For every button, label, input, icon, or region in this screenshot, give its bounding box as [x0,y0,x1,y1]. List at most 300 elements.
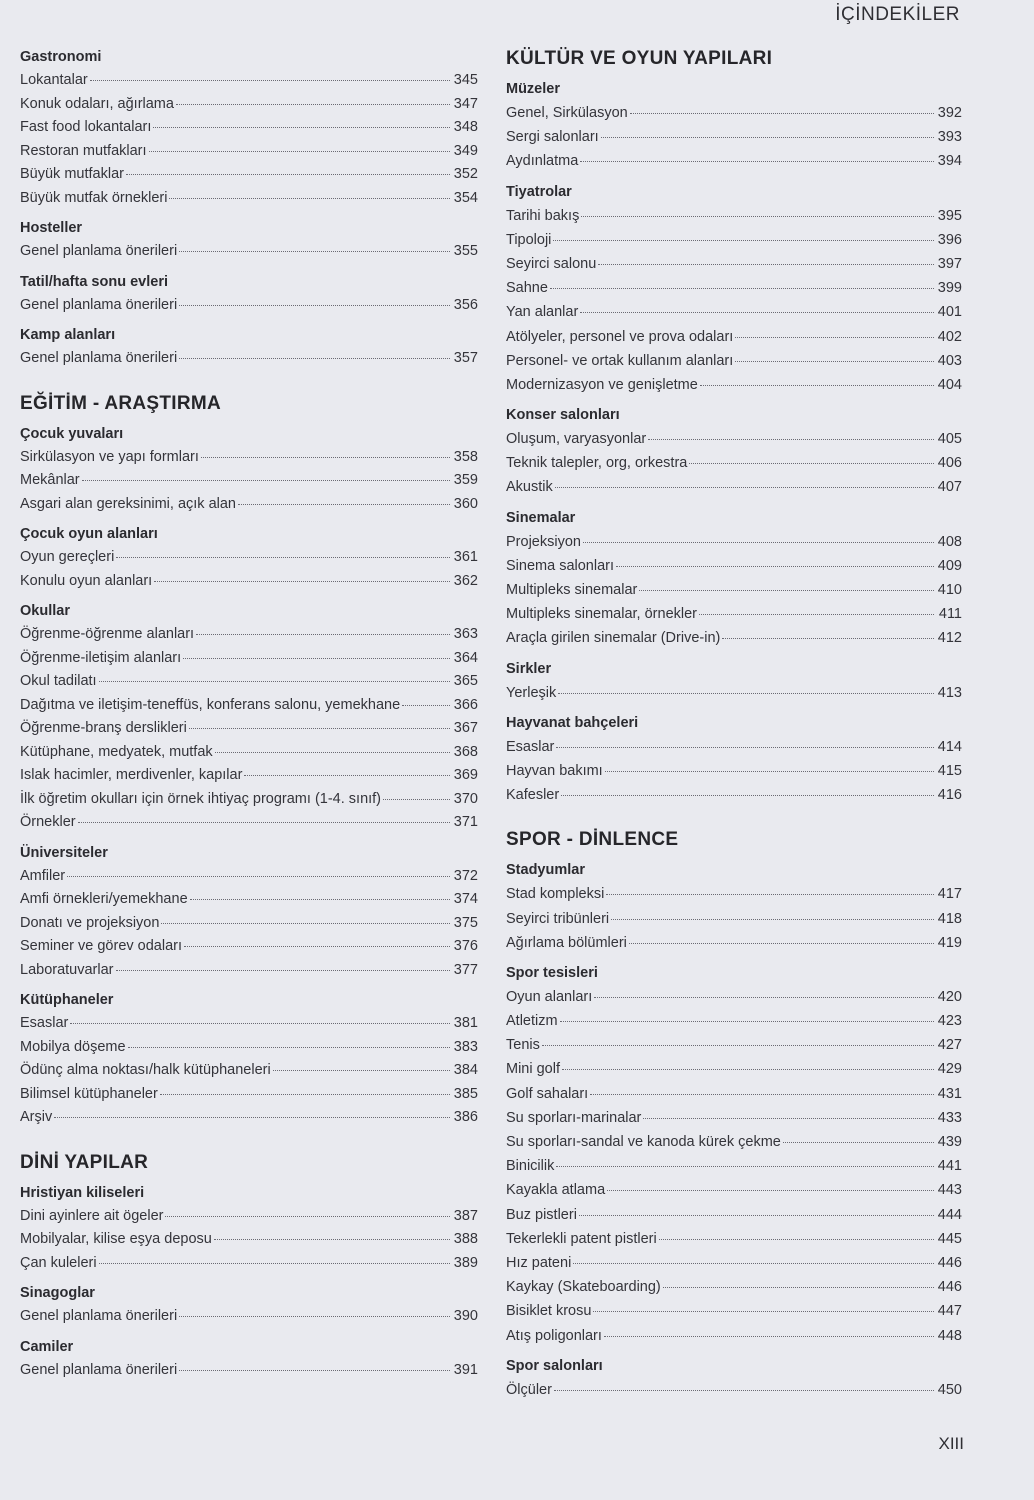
dot-leader [70,1023,450,1024]
entry-label: Binicilik [506,1158,555,1175]
toc-entry [20,116,478,140]
toc-entry [506,1227,962,1251]
entry-page-number: 408 [937,533,962,550]
entry-page-number: 402 [937,328,962,345]
toc-entry [20,888,478,912]
section-title: KÜLTÜR VE OYUN YAPILARI [506,48,773,69]
entry-label: Fast food lokantaları [20,119,152,135]
group-title: Tatil/hafta sonu evleri [20,273,168,290]
entry-label: Laboratuvarlar [20,961,114,978]
toc-section-kultur-ve-oyun-yapilari [506,48,962,807]
entry-page-number: 404 [937,376,962,393]
dot-leader [558,693,934,694]
entry-label: Genel planlama önerileri [20,1361,178,1378]
entry-label: Hız pateni [506,1254,572,1271]
dot-leader [594,997,934,998]
entry-page-number: 417 [937,886,962,903]
dot-leader [184,946,450,947]
group-title: Stadyumlar [506,862,585,879]
entry-label: Oluşum, varyasyonlar [506,431,647,448]
toc-entry [20,469,478,493]
dot-leader [735,337,934,338]
toc-entry [506,626,962,650]
entry-label: Konuk odaları, ağırlama [20,95,174,112]
group-title: Üniversiteler [20,844,108,861]
entry-label: Atış poligonları [506,1327,602,1344]
toc-entry [20,546,478,570]
dot-leader [699,614,934,615]
entry-label: İlk öğretim okulları için örnek ihtiyaç programı (1-4. sınıf) [20,790,382,807]
toc-entry [506,931,962,955]
toc-entry [20,570,478,594]
toc-entry [506,882,962,906]
entry-label: Genel planlama önerileri [20,350,178,366]
toc-entry [20,764,478,788]
entry-label: Golf sahaları [506,1085,589,1102]
entry-label: Ölçüler [506,1381,552,1398]
dot-leader [598,264,934,265]
group-title: Spor salonları [506,1357,603,1374]
toc-entry [506,1033,962,1057]
entry-page-number: 370 [453,790,478,807]
toc-entry [20,647,478,671]
entry-page-number: 394 [937,153,962,170]
toc-group-spor-tesisleri [506,962,962,1348]
entry-page-number: 372 [453,867,478,884]
entry-label: Atletizm [506,1013,558,1030]
toc-section [20,46,478,371]
dot-leader [161,923,450,924]
dot-leader [82,480,450,481]
dot-leader [179,305,450,306]
dot-leader [601,137,934,138]
dot-leader [648,439,934,440]
entry-label: Ödünç alma noktası/halk kütüphaneleri [20,1062,271,1078]
toc-entry [506,1203,962,1227]
dot-leader [238,504,450,505]
toc-entry [506,149,962,173]
toc-entry [506,907,962,931]
group-title: Hosteller [20,220,83,236]
group-title: Kamp alanları [20,327,116,343]
toc-group-hayvanat-bahceleri [506,712,962,808]
entry-label: Su sporları-marinalar [506,1109,642,1126]
toc-entry [20,788,478,812]
entry-page-number: 399 [937,280,962,297]
entry-label: Lokantalar [20,72,88,88]
group-title: Çocuk oyun alanları [20,526,158,542]
entry-page-number: 358 [453,448,478,465]
dot-leader [663,1287,934,1288]
entry-label: Mekânlar [20,472,80,488]
entry-page-number: 412 [937,630,962,647]
entry-page-number: 420 [937,988,962,1005]
toc-entry [506,125,962,149]
entry-label: Öğrenme-branş derslikleri [20,720,187,736]
entry-page-number: 418 [937,910,962,927]
dot-leader [176,104,450,105]
dot-leader [273,1070,450,1071]
entry-page-number: 407 [937,479,962,496]
dot-leader [183,658,450,659]
dot-leader [689,463,934,464]
toc-entry [506,1324,962,1348]
entry-label: Amfiler [20,867,66,884]
entry-page-number: 361 [453,549,478,565]
dot-leader [611,919,934,920]
entry-label: Sinema salonları [506,557,614,574]
dot-leader [99,681,450,682]
group-title: Tiyatrolar [506,183,572,200]
entry-page-number: 433 [937,1109,962,1126]
toc-entry [506,554,962,578]
dot-leader [179,251,450,252]
dot-leader [189,728,450,729]
entry-label: Buz pistleri [506,1206,577,1223]
toc-entry [506,475,962,499]
entry-page-number: 364 [453,649,478,666]
dot-leader [116,557,450,558]
toc-entry [20,1359,478,1383]
toc-entry [506,1178,962,1202]
entry-label: Su sporları-sandal ve kanoda kürek çekme [506,1134,781,1150]
toc-entry [20,446,478,470]
entry-label: Islak hacimler, merdivenler, kapılar [20,767,243,783]
entry-label: Akustik [506,479,553,496]
dot-leader [201,457,450,458]
entry-page-number: 369 [453,767,478,783]
toc-entry [506,373,962,397]
entry-label: Büyük mutfaklar [20,166,124,182]
entry-page-number: 397 [937,255,962,272]
dot-leader [179,358,450,359]
toc-group-tiyatrolar [506,181,962,398]
group-title: Hristiyan kiliseleri [20,1184,145,1201]
entry-label: Aydınlatma [506,153,579,170]
toc-entry [20,623,478,647]
entry-label: Kafesler [506,787,560,804]
toc-entry [506,578,962,602]
entry-page-number: 352 [453,166,478,182]
entry-page-number: 444 [937,1206,962,1223]
toc-entry [506,1154,962,1178]
dot-leader [573,1263,934,1264]
toc-entry [506,1130,962,1154]
dot-leader [149,151,450,152]
group-title: Okullar [20,603,70,619]
toc-section-dini-yapilar [20,1152,478,1383]
dot-leader [580,312,934,313]
toc-entry [20,93,478,117]
entry-label: Multipleks sinemalar [506,582,638,598]
entry-label: Tarihi bakış [506,207,580,224]
entry-label: Mobilyalar, kilise eşya deposu [20,1231,212,1247]
group-title: Camiler [20,1338,74,1355]
section-title: SPOR - DİNLENCE [506,829,679,851]
group-title: Sinagoglar [20,1285,95,1301]
entry-page-number: 406 [937,455,962,472]
entry-label: Örnekler [20,814,76,830]
dot-leader [99,1263,450,1264]
toc-entry [20,811,478,835]
dot-leader [67,876,450,877]
entry-label: Araçla girilen sinemalar (Drive-in) [506,630,721,647]
page-number: XIII [938,1434,964,1453]
entry-label: Ağırlama bölümleri [506,934,627,951]
dot-leader [179,1370,450,1371]
entry-page-number: 368 [453,743,478,760]
toc-entry [506,602,962,626]
entry-label: Sahne [506,280,548,297]
entry-page-number: 391 [453,1361,478,1378]
entry-page-number: 411 [938,606,962,623]
dot-leader [153,127,450,128]
entry-page-number: 423 [937,1013,962,1030]
toc-entry [506,204,962,228]
toc-group-hosteller [20,217,478,264]
entry-label: Konulu oyun alanları [20,572,153,589]
entry-page-number: 347 [453,95,478,112]
toc-entry [20,294,478,318]
entry-page-number: 403 [937,352,962,369]
entry-page-number: 355 [453,243,478,259]
toc-entry [20,1228,478,1252]
entry-page-number: 392 [937,105,962,121]
entry-page-number: 356 [453,296,478,313]
dot-leader [116,970,451,971]
toc-entry [506,1009,962,1033]
entry-label: Seyirci salonu [506,255,597,272]
toc-entry [506,1378,962,1402]
toc-group-universiteler [20,842,478,983]
entry-page-number: 405 [937,431,962,448]
dot-leader [556,1166,934,1167]
entry-page-number: 362 [453,572,478,589]
entry-page-number: 384 [453,1062,478,1078]
entry-label: Bisiklet krosu [506,1303,592,1320]
entry-page-number: 389 [453,1254,478,1271]
dot-leader [128,1047,450,1048]
toc-entry [506,1057,962,1081]
entry-page-number: 395 [937,207,962,224]
dot-leader [165,1216,450,1217]
dot-leader [659,1239,934,1240]
toc-entry [20,935,478,959]
toc-entry [506,228,962,252]
group-title: Müzeler [506,81,560,97]
entry-page-number: 447 [937,1303,962,1320]
toc-entry [20,1252,478,1276]
entry-label: Çan kuleleri [20,1254,97,1271]
entry-page-number: 401 [937,304,962,321]
toc-entry [20,865,478,889]
entry-page-number: 415 [937,762,962,779]
entry-page-number: 360 [453,495,478,512]
dot-leader [562,1069,934,1070]
entry-label: Kaykay (Skateboarding) [506,1279,661,1296]
entry-page-number: 439 [937,1134,962,1150]
entry-label: Multipleks sinemalar, örnekler [506,606,697,623]
entry-page-number: 349 [453,142,478,159]
toc-group-cocuk-yuvalari [20,423,478,517]
entry-page-number: 383 [453,1038,478,1055]
toc-entry [506,735,962,759]
entry-page-number: 410 [937,582,962,598]
entry-page-number: 385 [453,1085,478,1102]
toc-entry [20,741,478,765]
toc-entry [20,1106,478,1130]
dot-leader [607,1190,934,1191]
entry-label: Tekerlekli patent pistleri [506,1230,657,1247]
entry-label: Tipoloji [506,231,552,248]
entry-label: Genel planlama önerileri [20,1308,178,1324]
entry-label: Seminer ve görev odaları [20,938,182,954]
toc-entry [506,783,962,807]
toc-entry [20,69,478,93]
dot-leader [629,943,934,944]
dot-leader [542,1045,934,1046]
entry-page-number: 393 [937,129,962,146]
entry-page-number: 431 [937,1085,962,1102]
dot-leader [630,113,934,114]
toc-group-stadyumlar [506,859,962,955]
entry-page-number: 448 [937,1327,962,1344]
entry-label: Atölyeler, personel ve prova odaları [506,328,734,345]
toc-entry [20,163,478,187]
toc-entry [20,1205,478,1229]
dot-leader [160,1094,450,1095]
toc-entry [506,530,962,554]
entry-page-number: 443 [937,1182,962,1199]
entry-label: Tenis [506,1037,540,1054]
group-title: Spor tesisleri [506,964,598,981]
toc-entry [20,187,478,211]
entry-label: Hayvan bakımı [506,762,603,779]
dot-leader [90,80,450,81]
group-title: Kütüphaneler [20,992,114,1008]
dot-leader [580,161,934,162]
toc-entry [20,694,478,718]
entry-page-number: 375 [453,914,478,931]
entry-label: Mobilya döşeme [20,1038,126,1055]
entry-page-number: 419 [937,934,962,951]
entry-label: Oyun alanları [506,988,593,1005]
entry-label: Donatı ve projeksiyon [20,914,160,931]
toc-entry [20,493,478,517]
entry-page-number: 345 [453,72,478,88]
dot-leader [735,361,934,362]
toc-entry [506,759,962,783]
dot-leader [553,240,934,241]
toc-entry [506,1251,962,1275]
dot-leader [561,795,934,796]
toc-group-cocuk-oyun-alanlari [20,523,478,593]
toc-entry [20,1036,478,1060]
entry-page-number: 446 [937,1254,962,1271]
entry-page-number: 363 [453,626,478,642]
toc-entry [506,1275,962,1299]
entry-page-number: 414 [937,738,962,755]
toc-group-sirkler [506,658,962,705]
entry-label: Arşiv [20,1109,53,1125]
toc-entry [20,1305,478,1329]
entry-label: Sirkülasyon ve yapı formları [20,448,199,465]
toc-group-sinemalar [506,507,962,651]
entry-page-number: 376 [453,938,478,954]
toc-group-sinagoglar [20,1282,478,1329]
entry-label: Oyun gereçleri [20,549,115,565]
dot-leader [383,799,450,800]
dot-leader [581,216,934,217]
entry-page-number: 445 [937,1230,962,1247]
entry-label: Modernizasyon ve genişletme [506,376,698,393]
toc-group-gastronomi [20,46,478,210]
dot-leader [215,752,450,753]
section-title: EĞİTİM - ARAŞTIRMA [20,392,222,414]
toc-entry [20,240,478,264]
dot-leader [783,1142,934,1143]
dot-leader [126,174,450,175]
entry-label: Stad kompleksi [506,886,605,903]
entry-label: Dağıtma ve iletişim-teneffüs, konferans salonu, yemekhane [20,696,401,713]
entry-label: Asgari alan gereksinimi, açık alan [20,495,236,512]
entry-page-number: 387 [453,1207,478,1224]
group-title: Sirkler [506,660,552,677]
entry-page-number: 446 [937,1279,962,1296]
entry-page-number: 413 [937,684,962,701]
entry-page-number: 386 [453,1109,478,1125]
dot-leader [643,1118,934,1119]
entry-label: Mini golf [506,1061,560,1078]
entry-label: Öğrenme-iletişim alanları [20,649,182,666]
group-title: Çocuk yuvaları [20,425,124,442]
entry-label: Personel- ve ortak kullanım alanları [506,352,734,369]
toc-entry [506,427,962,451]
dot-leader [722,638,934,639]
entry-page-number: 409 [937,557,962,574]
toc-entry [506,101,962,125]
dot-leader [700,385,934,386]
entry-label: Teknik talepler, org, orkestra [506,455,688,472]
entry-page-number: 388 [453,1231,478,1247]
toc-entry [20,670,478,694]
dot-leader [590,1094,934,1095]
dot-leader [54,1117,450,1118]
toc-section-spor-dinlence [506,829,962,1402]
entry-page-number: 374 [453,891,478,907]
entry-label: Dini ayinlere ait ögeler [20,1207,164,1224]
entry-label: Genel, Sirkülasyon [506,105,628,121]
toc-group-konser-salonlari [506,404,962,500]
entry-page-number: 359 [453,472,478,488]
entry-label: Sergi salonları [506,129,599,146]
dot-leader [616,566,934,567]
dot-leader [639,590,934,591]
entry-label: Öğrenme-öğrenme alanları [20,626,195,642]
entry-label: Yerleşik [506,684,557,701]
entry-page-number: 416 [937,787,962,804]
dot-leader [593,1311,934,1312]
toc-group-kamp-alanlari [20,324,478,371]
entry-page-number: 367 [453,720,478,736]
toc-entry [506,985,962,1009]
toc-group-kutuphaneler [20,989,478,1130]
toc-entry [20,1083,478,1107]
group-title: Sinemalar [506,509,576,526]
entry-label: Genel planlama önerileri [20,296,178,313]
dot-leader [606,894,934,895]
entry-label: Genel planlama önerileri [20,243,178,259]
